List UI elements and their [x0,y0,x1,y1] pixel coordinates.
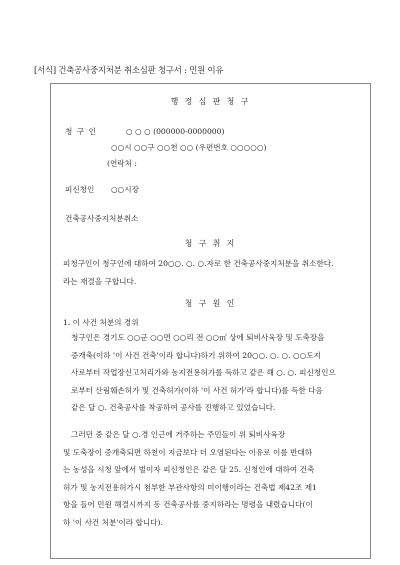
claimant-contact: (연락처 : [107,159,137,168]
respondent-label: 피신청인 [65,185,95,194]
section-2-text: 그러던 중 같은 달 ○.경 인근에 거주하는 주민들이 위 퇴비사육장 및 도축장이 증개축되면 하천이 지금보다 더 오염된다는 이유로 이를 반대하 는 농성을 시청 앞에서 벌이자 피신청인은 같은 달 25. 신청인에 대하여 건축 허가 및 농지전용허가시 첨부한 부관사항의 미이행이라는 건축법 제42조 제1 항을 들어 민원 해결시까지 동 건축공사를 중지하라는 명령을 내렸습니다(이 하 '이 사건 처분'이라 합니다). [63,430,317,527]
purpose-text: 피청구인이 청구인에 대하여 20○○. ○. ○.자로 한 건축공사중지처분을 취소한다. 라는 재결을 구합니다. [63,259,334,286]
respondent-value: ○○시장 [111,185,139,194]
disposition-title: 건축공사중지처분취소 [65,214,139,223]
section-1-text: 청구인은 경기도 ○○군 ○○면 ○○리 전 ○○㎡ 상에 퇴비사육장 및 도축장을 증개축(이하 '이 사건 건축'이라 합니다)하기 위하여 20○○. ○. ○. ○○도지 사로부터 작업장신고처리가와 농지전용허가를 득하고 같은 해 ○. ○. 피신청인으 로부터 산림훼손허가 및 건축허가(이하 '이 사건 허가'라 합니다)를 득한 다음 같은 달 ○. 건축공사를 착공하여 공사를 진행하고 있었습니다. [71,333,336,412]
petition-document [50,83,371,559]
reason-heading: 청 구 원 인 [184,299,237,308]
document-title: 행 정 심 판 청 구 [170,97,251,106]
claimant-label: 청 구 인 [65,127,97,136]
claimant-name: ○ ○ ○ (000000-0000000) [126,127,225,136]
purpose-heading: 청 구 취 지 [184,239,237,248]
section-1-title: 1. 이 사건 처분의 경위 [63,318,139,327]
form-caption: [서식] 건축공사중지처분 취소심판 청구서 : 민원 이유 [34,65,224,75]
claimant-address: ○○시 ○○구 ○○천 ○○ (우편번호 ○○○○○) [111,143,267,152]
